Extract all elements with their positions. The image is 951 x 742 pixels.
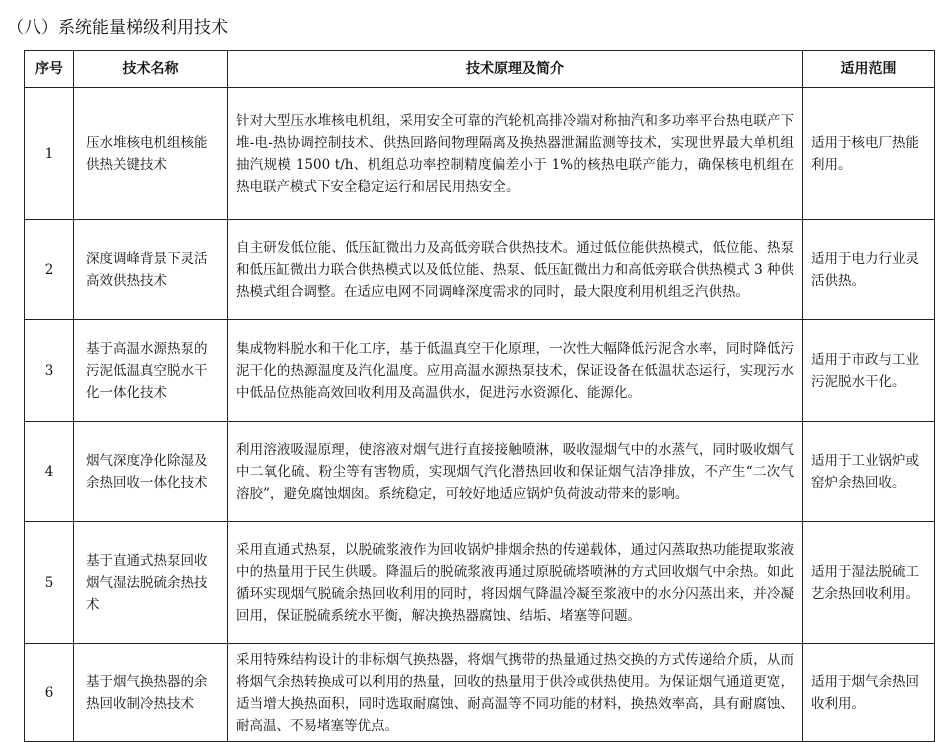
table-row: [25, 644, 935, 742]
row-tech-name: 基于烟气换热器的余热回收制冷热技术: [74, 644, 228, 742]
row-tech-name: 基于高温水源热泵的污泥低温真空脱水干化一体化技术: [74, 320, 228, 422]
table-row: [25, 220, 935, 320]
header-principle: 技术原理及简介: [228, 51, 803, 88]
row-description: 采用特殊结构设计的非标烟气换热器，将烟气携带的热量通过热交换的方式传递给介质，从而将烟气余热转换成可以利用的热量，回收的热量用于供冷或供热使用。为保证烟气通道更宽，适当增大换热面积，同时选取耐腐蚀、耐高温等不同功能的材料，换热效率高，具有耐腐蚀、耐高温、不易堵塞等优点。: [228, 644, 803, 742]
row-tech-name: 压水堆核电机组核能供热关键技术: [74, 88, 228, 220]
row-number: 4: [25, 422, 74, 522]
row-tech-name: 烟气深度净化除湿及余热回收一体化技术: [74, 422, 228, 522]
row-description: 针对大型压水堆核电机组，采用安全可靠的汽轮机高排冷端对称抽汽和多功率平台热电联产下堆-电-热协调控制技术、供热回路间物理隔离及换热器泄漏监测等技术，实现世界最大单机组抽汽规模 1500 t/h、机组总功率控制精度偏差小于 1%的核热电联产能力，确保核电机组在热电联产模式下安全稳定运行和居民用热安全。: [228, 88, 803, 220]
table-header-row: [25, 51, 935, 88]
row-number: 1: [25, 88, 74, 220]
row-scope: 适用于市政与工业污泥脱水干化。: [803, 320, 935, 422]
row-scope: 适用于工业锅炉或窑炉余热回收。: [803, 422, 935, 522]
table-row: [25, 422, 935, 522]
table-row: [25, 522, 935, 644]
row-tech-name: 基于直通式热泵回收烟气湿法脱硫余热技术: [74, 522, 228, 644]
header-tech-name: 技术名称: [74, 51, 228, 88]
row-number: 6: [25, 644, 74, 742]
row-scope: 适用于核电厂热能利用。: [803, 88, 935, 220]
header-scope: 适用范围: [803, 51, 935, 88]
row-description: 利用溶液吸湿原理，使溶液对烟气进行直接接触喷淋，吸收湿烟气中的水蒸气，同时吸收烟气中二氧化硫、粉尘等有害物质，实现烟气汽化潜热回收和保证烟气洁净排放，不产生“二次气溶胶”，避免腐蚀烟囱。系统稳定，可较好地适应锅炉负荷波动带来的影响。: [228, 422, 803, 522]
table-row: [25, 320, 935, 422]
header-number: 序号: [25, 51, 74, 88]
row-description: 自主研发低位能、低压缸微出力及高低旁联合供热技术。通过低位能供热模式，低位能、热泵和低压缸微出力联合供热模式以及低位能、热泵、低压缸微出力和高低旁联合供热模式 3 种供热模式组合调整。在适应电网不同调峰深度需求的同时，最大限度利用机组乏汽供热。: [228, 220, 803, 320]
row-number: 3: [25, 320, 74, 422]
row-scope: 适用于电力行业灵活供热。: [803, 220, 935, 320]
technology-table: [24, 50, 935, 742]
row-scope: 适用于烟气余热回收利用。: [803, 644, 935, 742]
row-number: 2: [25, 220, 74, 320]
row-description: 集成物料脱水和干化工序，基于低温真空干化原理，一次性大幅降低污泥含水率，同时降低污泥干化的热源温度及汽化温度。应用高温水源热泵技术，保证设备在低温状态运行，实现污水中低品位热能高效回收利用及高温供水，促进污水资源化、能源化。: [228, 320, 803, 422]
row-number: 5: [25, 522, 74, 644]
row-tech-name: 深度调峰背景下灵活高效供热技术: [74, 220, 228, 320]
section-title: （八）系统能量梯级利用技术: [7, 18, 228, 38]
row-scope: 适用于湿法脱硫工艺余热回收利用。: [803, 522, 935, 644]
row-description: 采用直通式热泵，以脱硫浆液作为回收锅炉排烟余热的传递载体，通过闪蒸取热功能提取浆液中的热量用于民生供暖。降温后的脱硫浆液再通过原脱硫塔喷淋的方式回收烟气中余热。如此循环实现烟气脱硫余热回收利用的同时，将因烟气降温冷凝至浆液中的水分闪蒸出来，并冷凝回用，保证脱硫系统水平衡，解决换热器腐蚀、结垢、堵塞等问题。: [228, 522, 803, 644]
table-row: [25, 88, 935, 220]
